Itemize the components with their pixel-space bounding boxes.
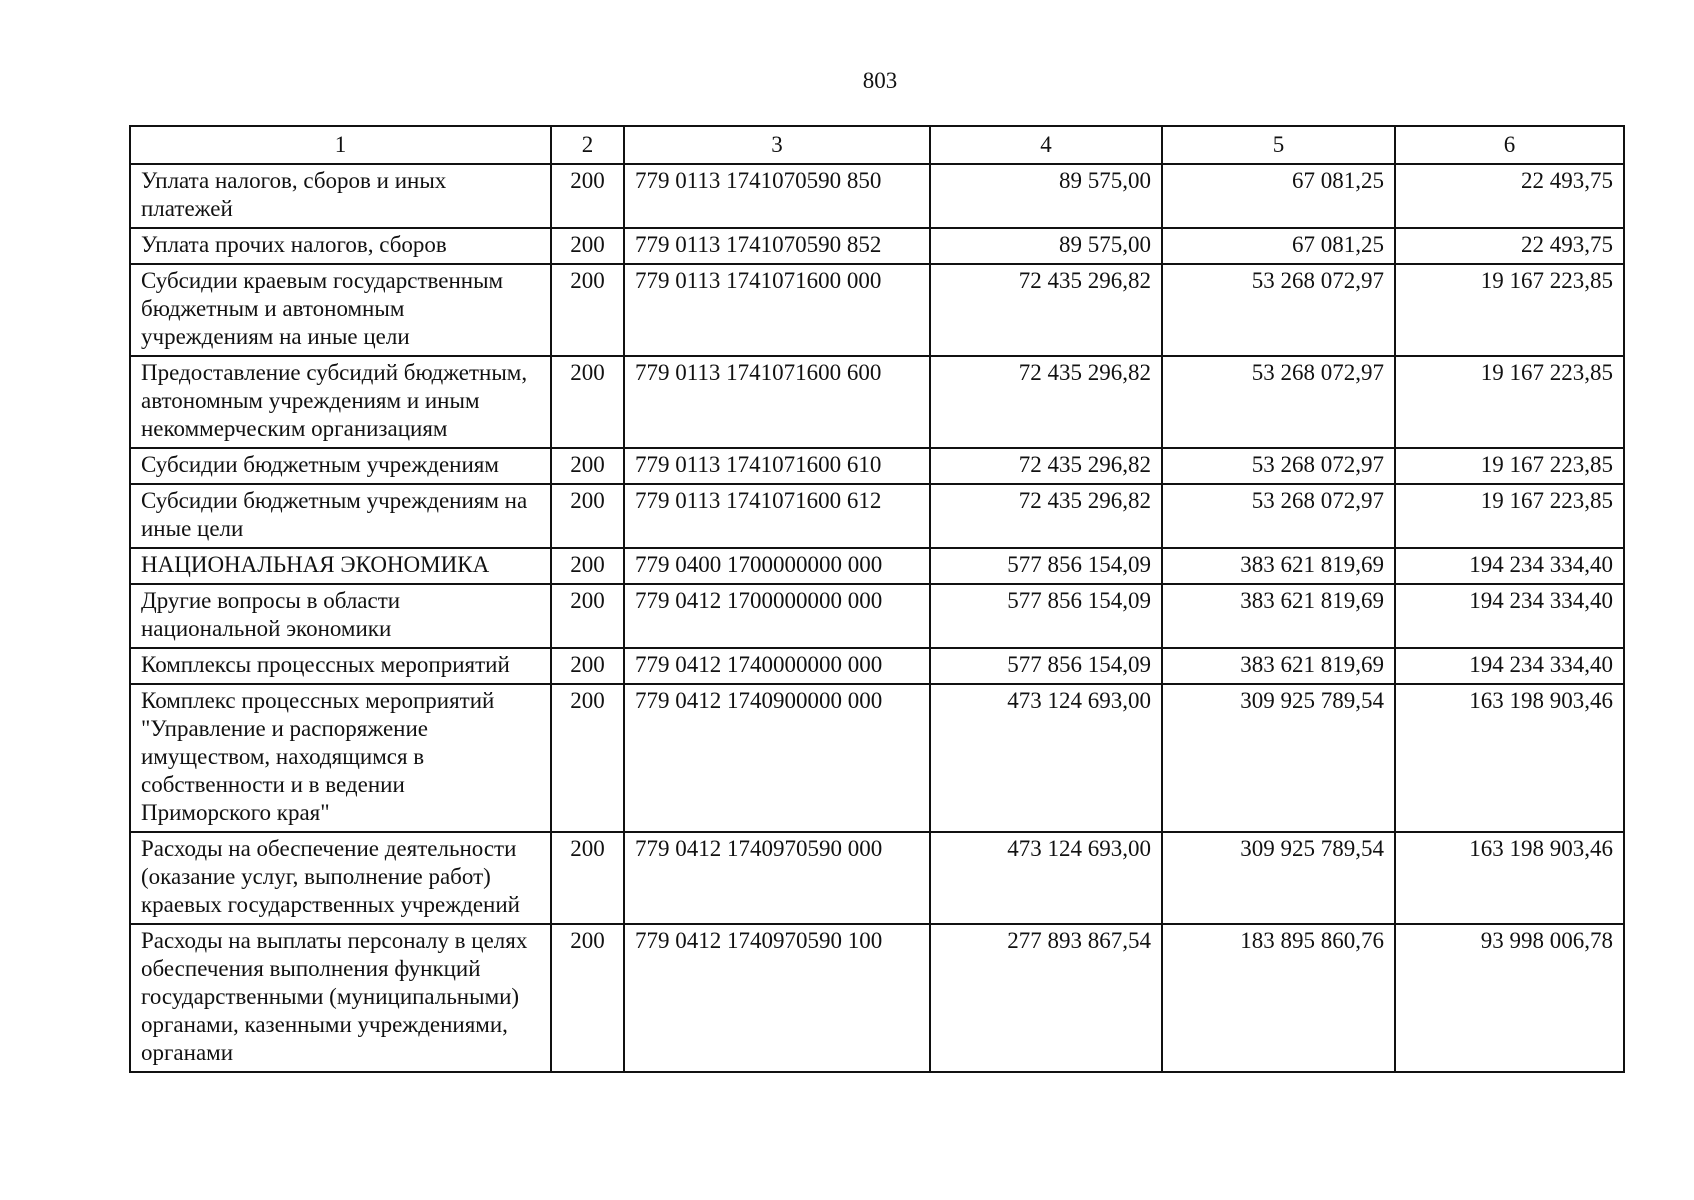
cell-code: 200	[551, 548, 624, 584]
cell-amount-col4: 72 435 296,82	[930, 264, 1162, 356]
cell-code: 200	[551, 264, 624, 356]
page-number: 803	[862, 68, 898, 93]
cell-budget-code: 779 0412 1740970590 100	[624, 924, 930, 1072]
cell-code: 200	[551, 356, 624, 448]
cell-budget-code: 779 0412 1740900000 000	[624, 684, 930, 832]
cell-amount-col6: 19 167 223,85	[1395, 356, 1624, 448]
cell-name: Комплекс процессных мероприятий "Управление и распоряжение имуществом, находящимся в собственности и в ведении Приморского края"	[130, 684, 551, 832]
cell-name: Уплата прочих налогов, сборов	[130, 228, 551, 264]
cell-amount-col5: 67 081,25	[1162, 228, 1395, 264]
table-row	[130, 228, 1624, 264]
cell-amount-col5: 53 268 072,97	[1162, 264, 1395, 356]
cell-budget-code: 779 0113 1741070590 852	[624, 228, 930, 264]
cell-code: 200	[551, 832, 624, 924]
cell-amount-col6: 19 167 223,85	[1395, 448, 1624, 484]
cell-amount-col4: 277 893 867,54	[930, 924, 1162, 1072]
cell-code: 200	[551, 648, 624, 684]
cell-amount-col6: 163 198 903,46	[1395, 832, 1624, 924]
cell-amount-col6: 93 998 006,78	[1395, 924, 1624, 1072]
cell-amount-col4: 72 435 296,82	[930, 448, 1162, 484]
cell-amount-col6: 19 167 223,85	[1395, 264, 1624, 356]
cell-amount-col5: 183 895 860,76	[1162, 924, 1395, 1072]
cell-amount-col6: 194 234 334,40	[1395, 648, 1624, 684]
cell-code: 200	[551, 684, 624, 832]
cell-name: НАЦИОНАЛЬНАЯ ЭКОНОМИКА	[130, 548, 551, 584]
cell-name: Субсидии бюджетным учреждениям	[130, 448, 551, 484]
cell-budget-code: 779 0412 1700000000 000	[624, 584, 930, 648]
table-row	[130, 264, 1624, 356]
table-row	[130, 164, 1624, 228]
cell-budget-code: 779 0412 1740000000 000	[624, 648, 930, 684]
cell-name: Субсидии краевым государственным бюджетным и автономным учреждениям на иные цели	[130, 264, 551, 356]
cell-budget-code: 779 0113 1741071600 000	[624, 264, 930, 356]
cell-name: Расходы на обеспечение деятельности (оказание услуг, выполнение работ) краевых государственных учреждений	[130, 832, 551, 924]
cell-name: Субсидии бюджетным учреждениям на иные цели	[130, 484, 551, 548]
cell-code: 200	[551, 924, 624, 1072]
cell-amount-col5: 53 268 072,97	[1162, 356, 1395, 448]
cell-amount-col4: 473 124 693,00	[930, 684, 1162, 832]
cell-name: Комплексы процессных мероприятий	[130, 648, 551, 684]
cell-budget-code: 779 0113 1741071600 600	[624, 356, 930, 448]
header-cell-6: 6	[1395, 126, 1624, 164]
table-row	[130, 356, 1624, 448]
cell-amount-col6: 194 234 334,40	[1395, 584, 1624, 648]
cell-amount-col6: 19 167 223,85	[1395, 484, 1624, 548]
table-row	[130, 448, 1624, 484]
cell-amount-col4: 89 575,00	[930, 164, 1162, 228]
cell-budget-code: 779 0412 1740970590 000	[624, 832, 930, 924]
header-row	[130, 126, 1624, 164]
cell-budget-code: 779 0113 1741071600 612	[624, 484, 930, 548]
cell-amount-col6: 194 234 334,40	[1395, 548, 1624, 584]
cell-amount-col5: 53 268 072,97	[1162, 448, 1395, 484]
budget-table	[129, 125, 1625, 1073]
table-row	[130, 684, 1624, 832]
cell-amount-col5: 383 621 819,69	[1162, 584, 1395, 648]
cell-code: 200	[551, 228, 624, 264]
header-cell-2: 2	[551, 126, 624, 164]
header-cell-3: 3	[624, 126, 930, 164]
cell-amount-col4: 72 435 296,82	[930, 484, 1162, 548]
cell-name: Расходы на выплаты персоналу в целях обеспечения выполнения функций государственными (муниципальными) органами, казенными учреждениями, органами	[130, 924, 551, 1072]
cell-budget-code: 779 0113 1741071600 610	[624, 448, 930, 484]
cell-amount-col4: 473 124 693,00	[930, 832, 1162, 924]
cell-amount-col4: 577 856 154,09	[930, 548, 1162, 584]
cell-amount-col5: 53 268 072,97	[1162, 484, 1395, 548]
cell-name: Уплата налогов, сборов и иных платежей	[130, 164, 551, 228]
table-row	[130, 648, 1624, 684]
cell-amount-col6: 22 493,75	[1395, 228, 1624, 264]
cell-name: Другие вопросы в области национальной экономики	[130, 584, 551, 648]
table-body	[130, 164, 1624, 1072]
cell-budget-code: 779 0113 1741070590 850	[624, 164, 930, 228]
cell-amount-col5: 309 925 789,54	[1162, 684, 1395, 832]
table-row	[130, 584, 1624, 648]
cell-amount-col5: 383 621 819,69	[1162, 648, 1395, 684]
cell-amount-col6: 163 198 903,46	[1395, 684, 1624, 832]
cell-budget-code: 779 0400 1700000000 000	[624, 548, 930, 584]
cell-amount-col4: 577 856 154,09	[930, 584, 1162, 648]
cell-amount-col5: 309 925 789,54	[1162, 832, 1395, 924]
table-row	[130, 548, 1624, 584]
header-cell-1: 1	[130, 126, 551, 164]
cell-amount-col4: 72 435 296,82	[930, 356, 1162, 448]
cell-amount-col5: 383 621 819,69	[1162, 548, 1395, 584]
cell-code: 200	[551, 484, 624, 548]
cell-code: 200	[551, 164, 624, 228]
table-row	[130, 924, 1624, 1072]
header-cell-5: 5	[1162, 126, 1395, 164]
cell-code: 200	[551, 448, 624, 484]
cell-amount-col4: 577 856 154,09	[930, 648, 1162, 684]
table-row	[130, 832, 1624, 924]
table-row	[130, 484, 1624, 548]
cell-amount-col4: 89 575,00	[930, 228, 1162, 264]
header-cell-4: 4	[930, 126, 1162, 164]
cell-amount-col6: 22 493,75	[1395, 164, 1624, 228]
cell-amount-col5: 67 081,25	[1162, 164, 1395, 228]
cell-code: 200	[551, 584, 624, 648]
cell-name: Предоставление субсидий бюджетным, автономным учреждениям и иным некоммерческим организациям	[130, 356, 551, 448]
